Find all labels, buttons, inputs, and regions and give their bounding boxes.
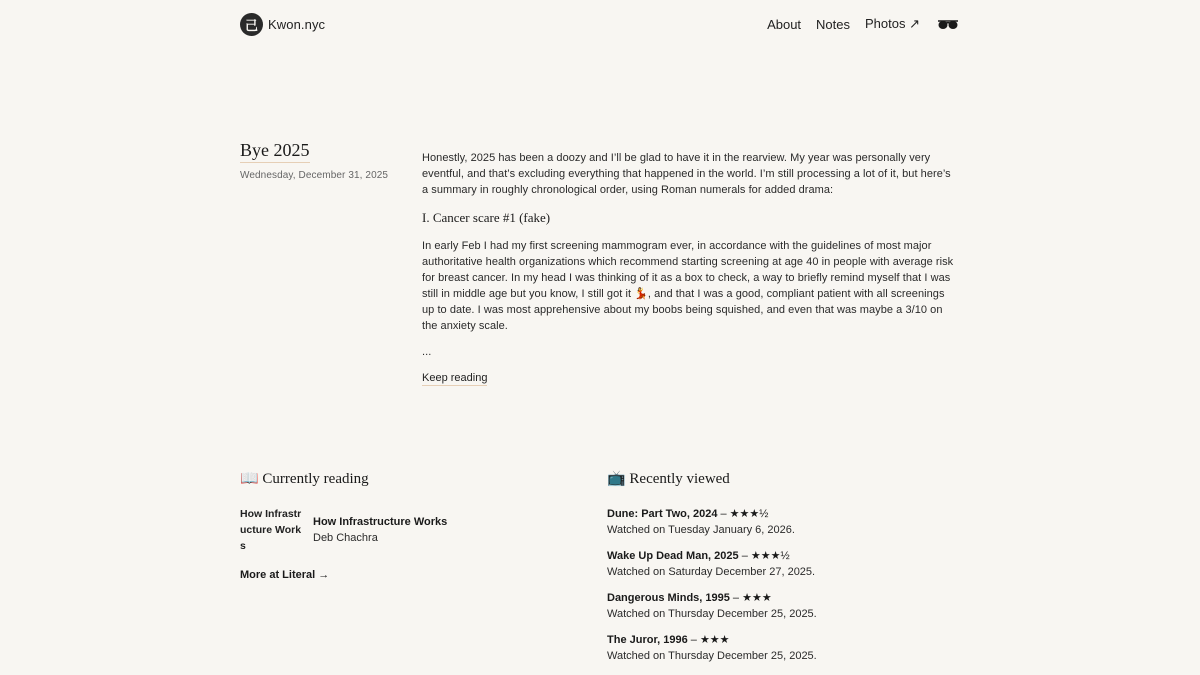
book-item [240,506,580,554]
nav-photos[interactable]: Photos ↗ [865,16,920,31]
section-heading: I. Cancer scare #1 (fake) [422,210,551,225]
film-rating: – ★★★ [687,634,730,646]
film-title[interactable]: Dune: Part Two, 2024 [607,508,718,520]
main-nav [767,16,958,32]
post-date: Wednesday, December 31, 2025 [240,170,389,181]
currently-reading-title: 📖 Currently reading [240,471,369,487]
book-author: Deb Chachra [313,532,378,544]
more-at-literal-link[interactable]: More at Literal → [240,569,330,581]
site-header [240,13,958,37]
book-title[interactable]: How Infrastructure Works [313,516,448,528]
film-item [607,548,967,580]
book-info [313,506,447,554]
film-title[interactable]: The Juror, 1996 [607,634,688,646]
film-watched-date: Watched on Thursday December 25, 2025. [607,608,817,620]
nav-notes[interactable]: Notes [816,16,851,32]
site-logo-link[interactable] [240,13,325,36]
post-title[interactable]: Bye 2025 [240,141,310,163]
site-name: Kwon.nyc [268,17,326,32]
film-rating: – ★★★ [729,592,772,604]
film-title[interactable]: Wake Up Dead Man, 2025 [607,550,739,562]
section-body: In early Feb I had my first screening mammogram ever, in accordance with the guidelines of most major authoritative health organizations which recommend starting screening at age 40 in people with average risk for breast cancer. In my head I was thinking of it as a box to check, a way to briefly remind myself that I was still in middle age but you know, I still got it 💃, and that I was a good, compliant patient with all screenings up to date. I was most apprehensive about my boobs being squished, and even that was maybe a 3/10 on the anxiety scale. [422,240,954,332]
film-list [607,506,967,664]
book-cover-image[interactable]: How Infrastructure Works [240,508,302,552]
post-intro: Honestly, 2025 has been a doozy and I’ll be glad to have it in the rearview. My year was personally very eventful, and that’s excluding everything that happened in the world. I’m still processing a lot of it, but here’s a summary in roughly chronological order, using Roman numerals for added drama: [422,152,951,196]
film-item [607,632,967,664]
keep-reading-link[interactable]: Keep reading [422,372,488,384]
film-item [607,506,967,538]
film-rating: – ★★★½ [738,550,790,562]
film-title[interactable]: Dangerous Minds, 1995 [607,592,730,604]
recently-viewed-title: 📺 Recently viewed [607,471,730,487]
film-watched-date: Watched on Tuesday January 6, 2026. [607,524,795,536]
logo-icon: 己 [240,13,263,36]
film-rating: – ★★★½ [717,508,769,520]
film-watched-date: Watched on Saturday December 27, 2025. [607,566,816,578]
sunglasses-icon[interactable] [938,18,958,30]
film-watched-date: Watched on Thursday December 25, 2025. [607,650,817,662]
ellipsis: ... [422,346,432,358]
recently-viewed-section [607,469,967,674]
nav-about[interactable]: About [767,16,802,32]
currently-reading-section [240,469,580,581]
film-item [607,590,967,622]
post-body [422,150,958,386]
